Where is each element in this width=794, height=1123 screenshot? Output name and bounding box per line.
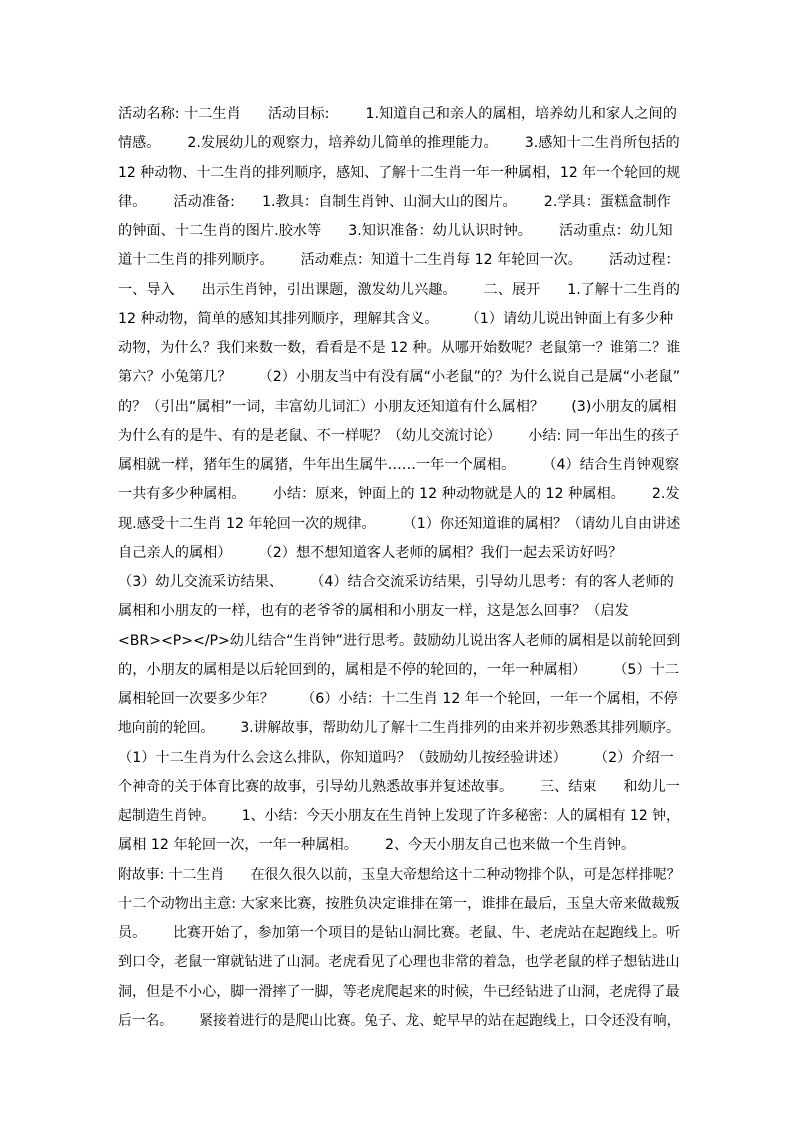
text-line: 律。 活动准备: 1.教具：自制生肖钟、山洞大山的图片。 2.学具：蛋糕盒制作 [118, 193, 671, 210]
text-line: <BR><P></P>幼儿结合“生肖钟”进行思考。鼓励幼儿说出客人老师的属相是以前轮回到 [118, 632, 681, 649]
text-line: 到口令，老鼠一窜就钻进了山洞。老虎看见了心理也非常的着急，也学老鼠的样子想钻进山 [118, 954, 680, 971]
text-line: 一共有多少种属相。 小结：原来，钟面上的 12 种动物就是人的 12 种属相。 2.发 [118, 486, 680, 503]
text-line: 属相和小朋友的一样，也有的老爷爷的属相和小朋友一样，这是怎么回事？（启发 [118, 603, 629, 620]
text-line: （3）幼儿交流采访结果、 （4）结合交流采访结果，引导幼儿思考：有的客人老师的 [118, 574, 674, 590]
text-line: 一、导入 出示生肖钟，引出课题，激发幼儿兴趣。 二、展开 1.了解十二生肖的 [118, 281, 680, 298]
text-line: 附故事: 十二生肖 在很久很久以前，玉皇大帝想给这十二种动物排个队，可是怎样排呢？ [118, 866, 681, 883]
text-line: 的？（引出“属相”一词，丰富幼儿词汇）小朋友还知道有什么属相？ (3)小朋友的属相 [118, 398, 677, 415]
text-line: 道十二生肖的排列顺序。 活动难点：知道十二生肖每 12 年轮回一次。 活动过程： [118, 252, 680, 269]
text-line: 自己亲人的属相） （2）想不想知道客人老师的属相？我们一起去采访好吗？ [118, 544, 623, 561]
text-line: 的钟面、十二生肖的图片.胶水等 3.知识准备：幼儿认识时钟。 活动重点：幼儿知 [118, 223, 673, 239]
text-line: 洞，但是不小心，脚一滑摔了一脚，等老虎爬起来的时候，牛已经钻进了山洞，老虎得了最 [118, 983, 680, 1000]
text-line: 第六？小兔第几？ （2）小朋友当中有没有属“小老鼠”的？为什么说自己是属“小老鼠” [118, 369, 681, 386]
text-line: 个神奇的关于体育比赛的故事，引导幼儿熟悉故事并复述故事。 三、结束 和幼儿一 [118, 778, 680, 795]
text-line: 12 种动物、十二生肖的排列顺序，感知、了解十二生肖一年一种属相，12 年一个轮回的规 [118, 164, 681, 181]
text-line: 活动名称: 十二生肖 活动目标: 1.知道自己和亲人的属相，培养幼儿和家人之间的 [118, 106, 677, 122]
text-line: （1）十二生肖为什么会这么排队，你知道吗？（鼓励幼儿按经验讲述） （2）介绍一 [118, 749, 674, 766]
text-line: 现.感受十二生肖 12 年轮回一次的规律。 （1）你还知道谁的属相？（请幼儿自由讲述 [118, 515, 681, 532]
text-line: 属相 12 年轮回一次，一年一种属相。 2、今天小朋友自己也来做一个生肖钟。 [118, 837, 636, 854]
text-line: 为什么有的是牛、有的是老鼠、不一样呢？（幼儿交流讨论） 小结: 同一年出生的孩子 [118, 427, 680, 444]
text-line: 属相就一样，猪年生的属猪，牛年出生属牛……一年一个属相。 （4）结合生肖钟观察 [118, 457, 680, 473]
text-line: 地向前的轮回。 3.讲解故事，帮助幼儿了解十二生肖排列的由来并初步熟悉其排列顺序。 [118, 720, 680, 737]
text-line: 的，小朋友的属相是以后轮回到的，属相是不停的轮回的，一年一种属相） （5）十二 [118, 661, 680, 678]
text-line: 十二个动物出主意: 大家来比赛，按胜负决定谁排在第一，谁排在最后，玉皇大帝来做裁叛 [118, 895, 680, 912]
text-line: 后一名。 紧接着进行的是爬山比赛。兔子、龙、蛇早早的站在起跑线上，口令还没有响， [118, 1012, 681, 1029]
text-line: 情感。 2.发展幼儿的观察力，培养幼儿简单的推理能力。 3.感知十二生肖所包括的 [118, 135, 680, 152]
text-line: 12 种动物，简单的感知其排列顺序，理解其含义。 （1）请幼儿说出钟面上有多少种 [118, 310, 674, 327]
text-line: 员。 比赛开始了，参加第一个项目的是钻山洞比赛。老鼠、牛、老虎站在起跑线上。听 [118, 925, 681, 941]
text-line: 起制造生肖钟。 1、小结：今天小朋友在生肖钟上发现了许多秘密：人的属相有 12 钟， [118, 808, 680, 824]
text-line: 动物，为什么？我们来数一数，看看是不是 12 种。从哪开始数呢？老鼠第一？谁第二？谁 [118, 340, 681, 356]
text-line: 属相轮回一次要多少年？ （6）小结：十二生肖 12 年一个轮回，一年一个属相，不停 [118, 691, 678, 707]
